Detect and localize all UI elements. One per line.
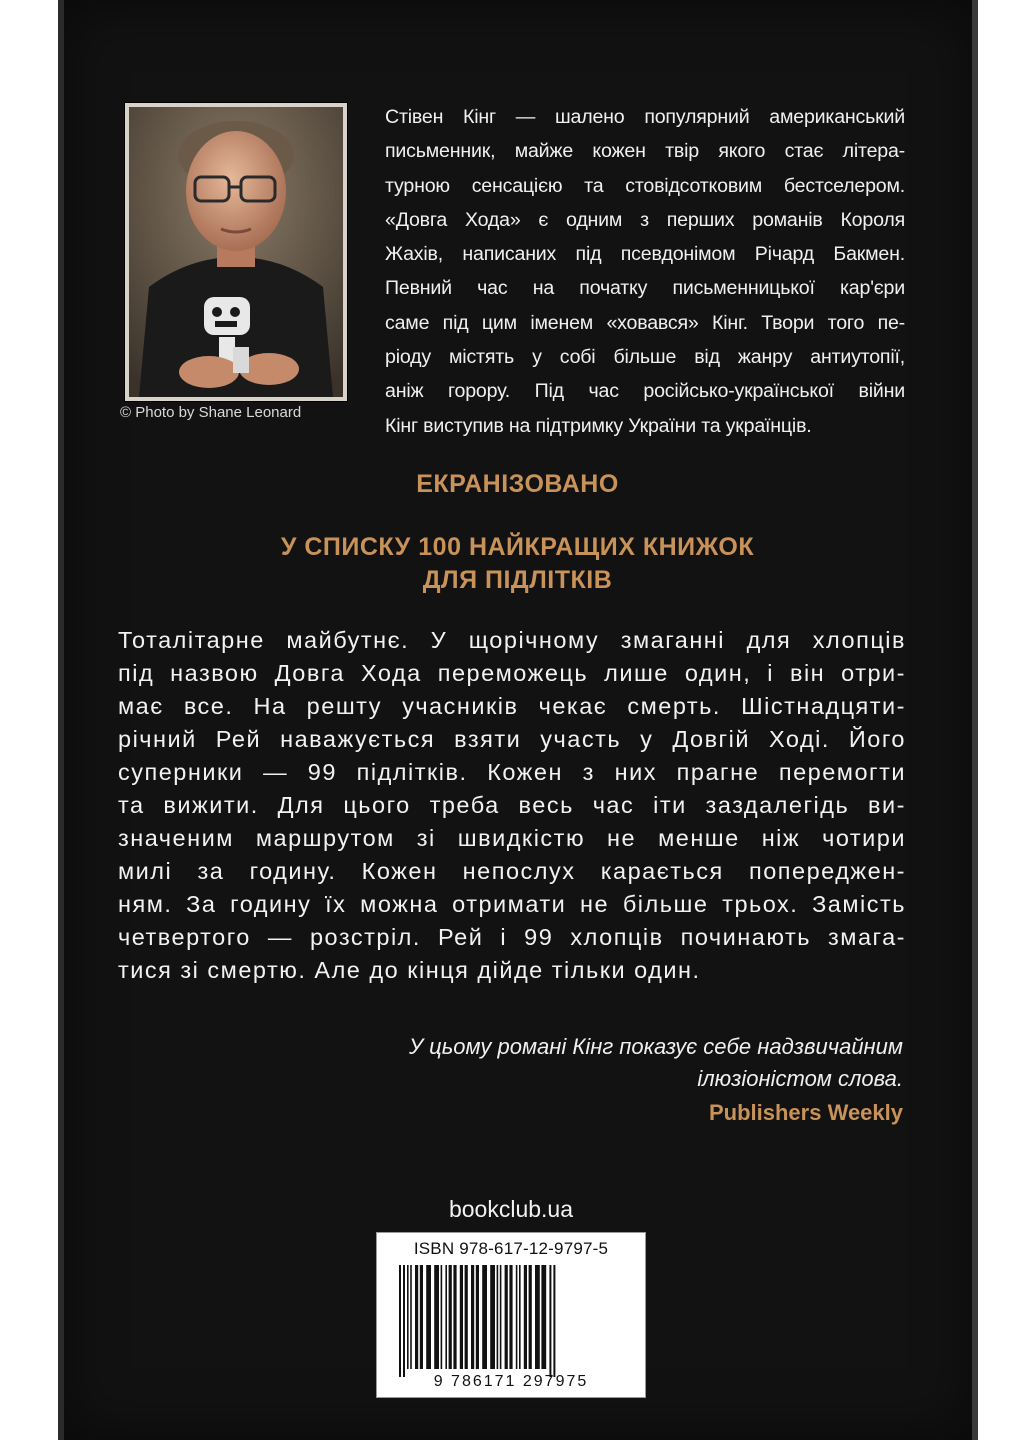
quote-line1: У цьому романі Кінг показує себе надзвичайним — [408, 1034, 903, 1059]
cover-right-edge — [972, 0, 978, 1440]
promo-list-line2: ДЛЯ ПІДЛІТКІВ — [422, 566, 613, 594]
quote-line2: ілюзіоністом слова. — [697, 1066, 903, 1091]
cover-spine-edge — [58, 0, 64, 1440]
bio-line: аніж горору. Під час російсько-української війни — [385, 380, 905, 403]
bio-line: Певний час на початку письменницької кар'єри — [385, 277, 905, 300]
isbn-number: ISBN 978-617-12-9797-5 — [413, 1239, 609, 1258]
author-photo — [129, 107, 343, 397]
synopsis-line: ням. За годину їх можна отримати не більше трьох. Замість — [118, 891, 906, 917]
bio-line: Жахів, написаних під псевдонімом Річард Бакмен. — [385, 243, 905, 266]
review-quote — [203, 1031, 903, 1095]
synopsis-line: під назвою Довга Хода переможець лише один, і він отри- — [118, 660, 906, 686]
synopsis-line: річний Рей наважується взяти участь у Довгій Ході. Його — [118, 726, 906, 752]
synopsis — [118, 624, 906, 987]
bio-line: «Довга Хода» є одним з перших романів Короля — [385, 208, 905, 231]
publisher-website: bookclub.ua — [448, 1196, 574, 1222]
bio-line: письменник, майже кожен твір якого стає літера- — [385, 140, 905, 163]
promo-screened: ЕКРАНІЗОВАНО — [416, 470, 619, 498]
photo-credit: © Photo by Shane Leonard — [120, 404, 302, 421]
synopsis-line: суперники — 99 підлітків. Кожен з них прагне перемогти — [118, 759, 906, 785]
synopsis-line: тися зі смертю. Але до кінця дійде тільки один. — [118, 957, 701, 983]
synopsis-line: четвертого — розстріл. Рей і 99 хлопців починають змага- — [118, 924, 906, 950]
promo-list-line1: У СПИСКУ 100 НАЙКРАЩИХ КНИЖОК — [280, 533, 755, 561]
synopsis-line: Тоталітарне майбутнє. У щорічному змаганні для хлопців — [118, 627, 906, 653]
bio-line: турною сенсацією та стовідсотковим бестселером. — [385, 174, 905, 197]
bio-line: Стівен Кінг — шалено популярний американський — [385, 106, 905, 128]
bio-line: Кінг виступив на підтримку України та українців. — [385, 414, 812, 437]
synopsis-line: значеним маршрутом зі швидкістю не менше ніж чотири — [118, 825, 906, 851]
quote-source: Publishers Weekly — [708, 1100, 903, 1125]
synopsis-line: та вижити. Для цього треба весь час іти заздалегідь ви- — [118, 792, 906, 818]
synopsis-line: має все. На решту учасників чекає смерть. Шістнадцяти- — [118, 693, 906, 719]
barcode-digits: 9 786171 297975 — [433, 1373, 589, 1390]
bio-line: ріоду містять у собі більше від жанру антиутопії, — [385, 346, 905, 369]
synopsis-line: милі за годину. Кожен непослух карається попереджен- — [118, 858, 906, 884]
isbn-barcode-box — [376, 1232, 646, 1398]
author-bio — [385, 100, 905, 443]
author-photo-frame — [124, 102, 348, 402]
author-portrait-image — [129, 107, 343, 397]
bio-line: саме під цим іменем «ховався» Кінг. Твори того пе- — [385, 311, 905, 334]
